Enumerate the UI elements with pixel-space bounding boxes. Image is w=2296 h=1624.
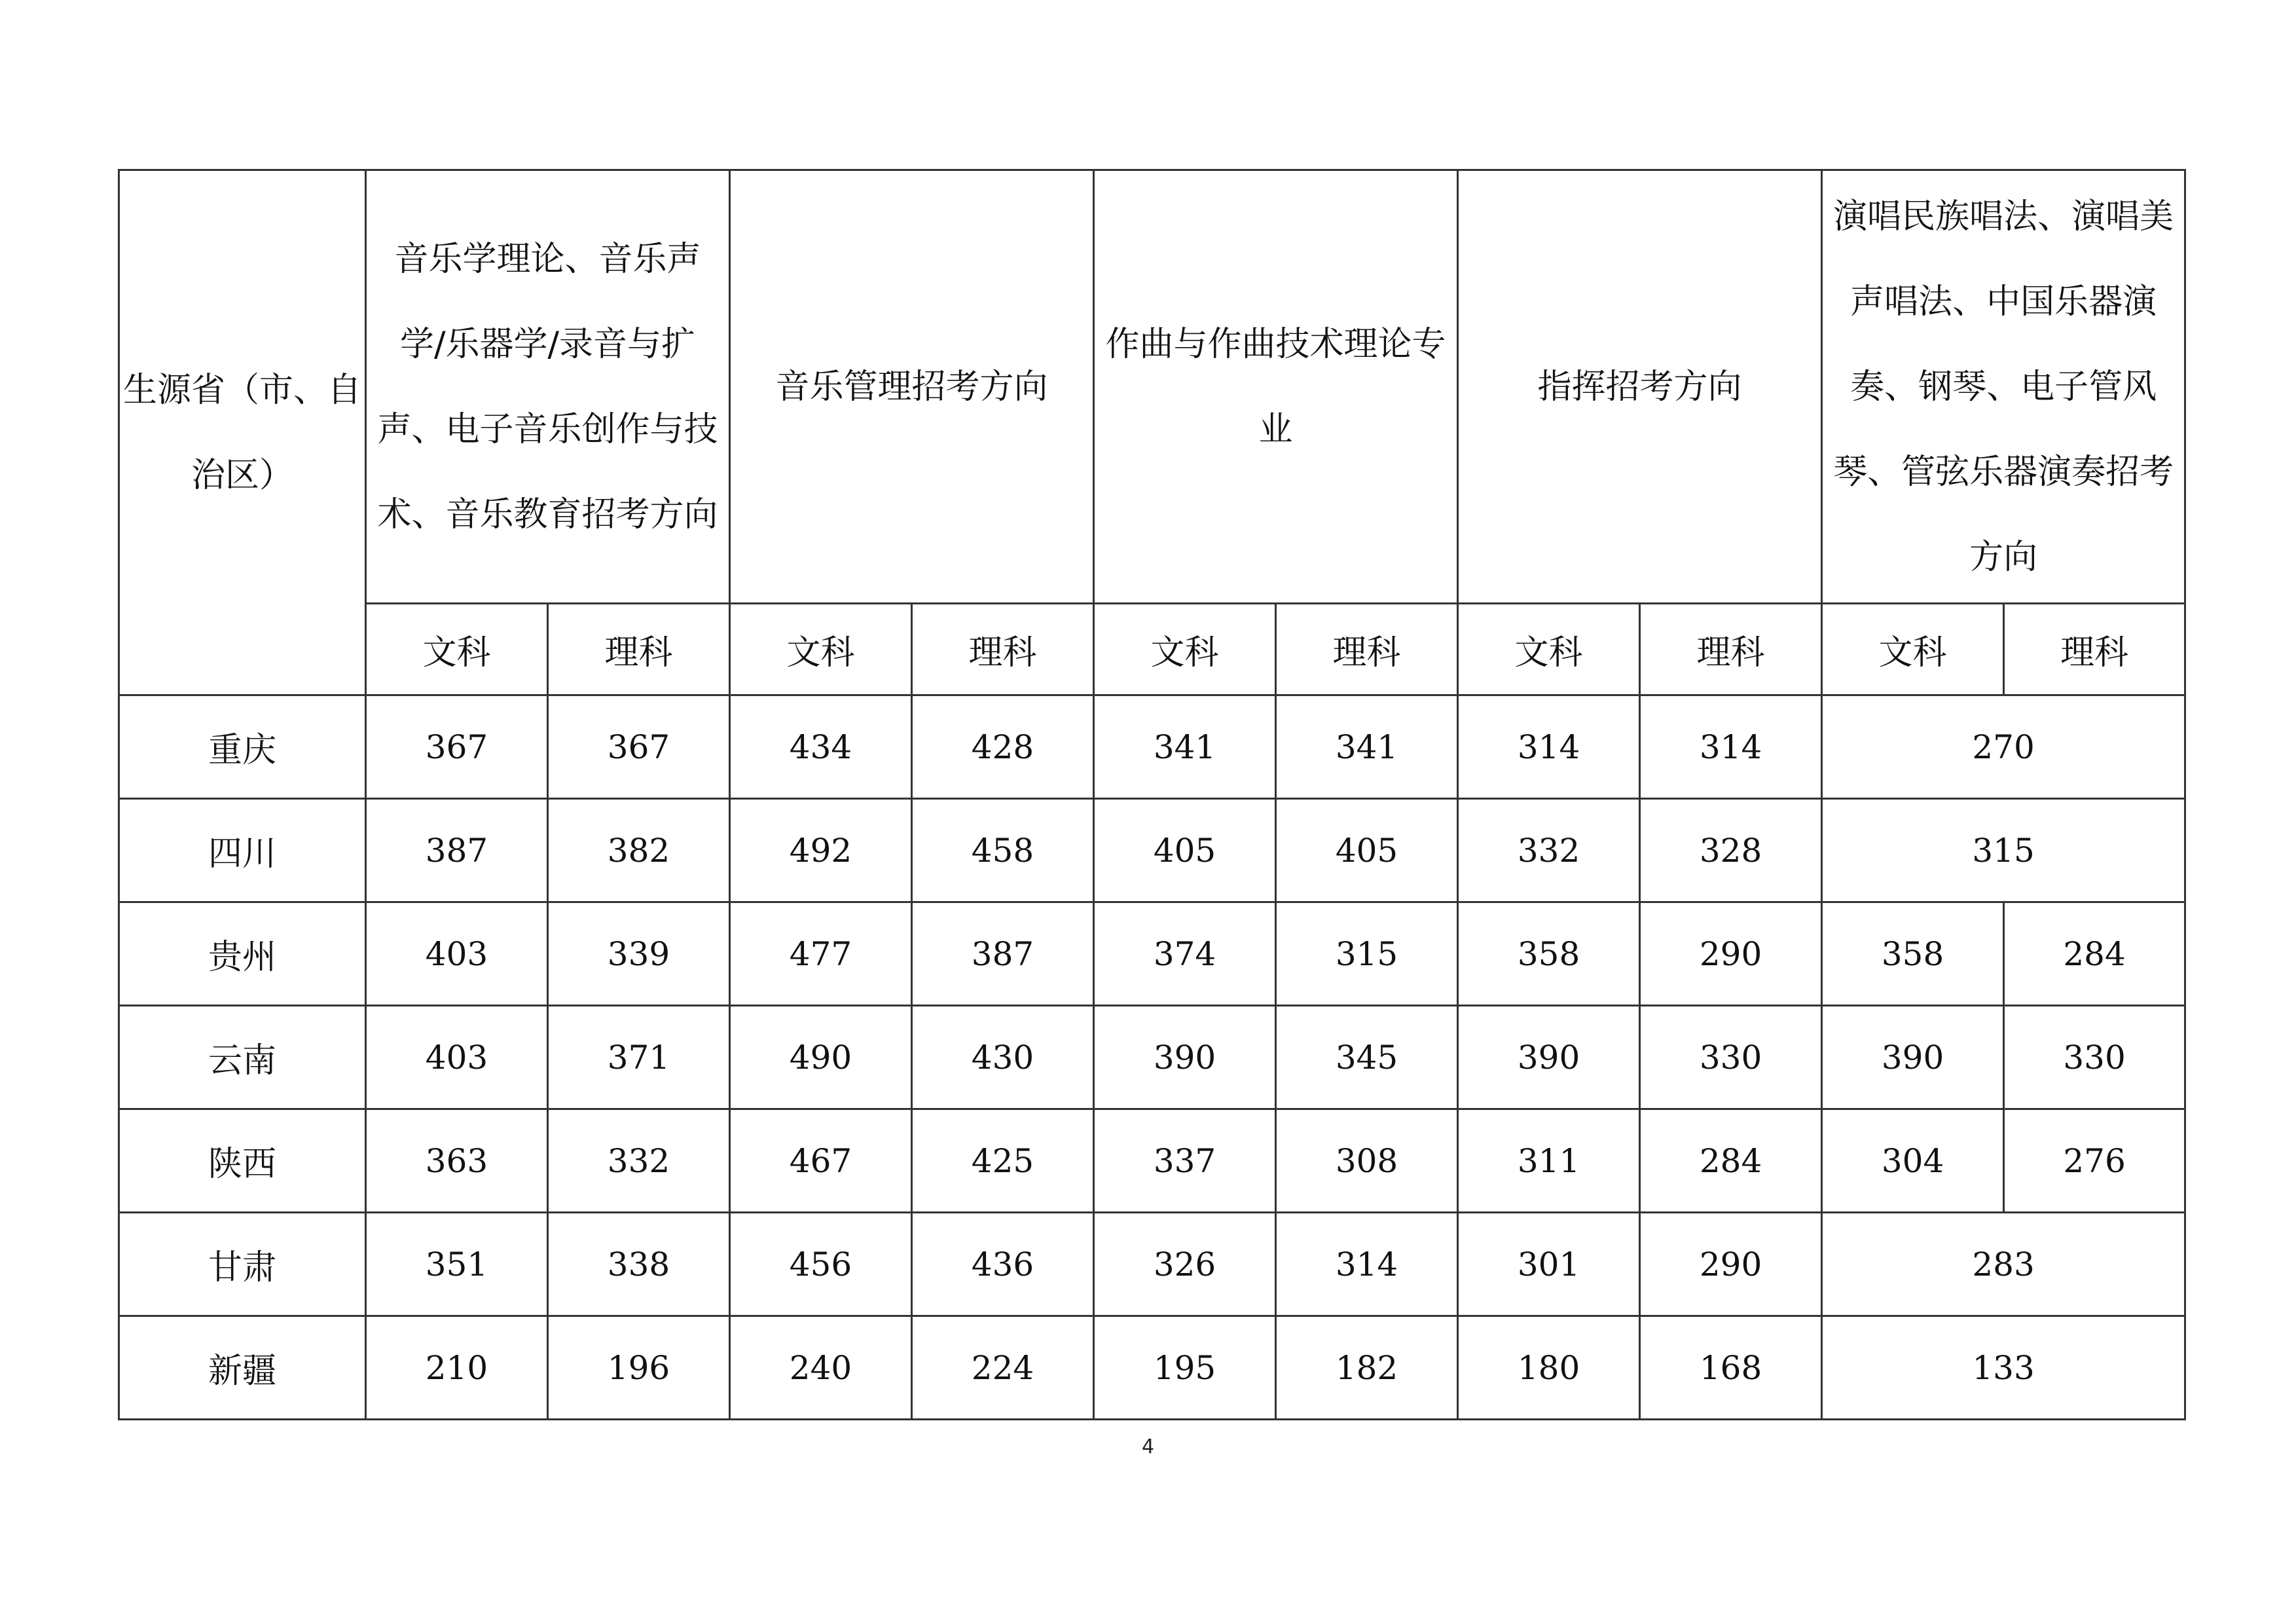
score-cell: 330 bbox=[2004, 1006, 2185, 1109]
score-cell: 367 bbox=[548, 695, 730, 799]
merged-score-cell: 283 bbox=[1822, 1213, 2185, 1316]
score-cell: 458 bbox=[912, 799, 1094, 902]
subheader-wenke: 文科 bbox=[1094, 604, 1276, 695]
score-cell: 477 bbox=[730, 902, 912, 1006]
score-cell: 456 bbox=[730, 1213, 912, 1316]
merged-score-cell: 133 bbox=[1822, 1316, 2185, 1420]
score-cell: 301 bbox=[1458, 1213, 1640, 1316]
score-cell: 290 bbox=[1640, 1213, 1822, 1316]
score-cell: 308 bbox=[1276, 1109, 1458, 1213]
score-cell: 339 bbox=[548, 902, 730, 1006]
score-cell: 428 bbox=[912, 695, 1094, 799]
category-header-row bbox=[119, 170, 2185, 604]
score-cell: 358 bbox=[1822, 902, 2004, 1006]
score-cell: 314 bbox=[1640, 695, 1822, 799]
subheader-like: 理科 bbox=[1640, 604, 1822, 695]
score-cell: 180 bbox=[1458, 1316, 1640, 1420]
score-cell: 168 bbox=[1640, 1316, 1822, 1420]
province-cell: 云南 bbox=[119, 1006, 366, 1109]
province-cell: 新疆 bbox=[119, 1316, 366, 1420]
subheader-wenke: 文科 bbox=[1458, 604, 1640, 695]
score-cell: 387 bbox=[912, 902, 1094, 1006]
subheader-like: 理科 bbox=[1276, 604, 1458, 695]
score-cell: 425 bbox=[912, 1109, 1094, 1213]
score-cell: 467 bbox=[730, 1109, 912, 1213]
category-header-music-theory: 音乐学理论、音乐声学/乐器学/录音与扩声、电子音乐创作与技术、音乐教育招考方向 bbox=[366, 170, 730, 604]
table-row bbox=[119, 1213, 2185, 1316]
score-cell: 492 bbox=[730, 799, 912, 902]
category-header-conducting: 指挥招考方向 bbox=[1458, 170, 1822, 604]
table-row bbox=[119, 1316, 2185, 1420]
province-column-header: 生源省（市、自治区） bbox=[119, 170, 366, 695]
admission-score-table bbox=[118, 169, 2186, 1420]
score-cell: 436 bbox=[912, 1213, 1094, 1316]
score-cell: 390 bbox=[1458, 1006, 1640, 1109]
score-cell: 382 bbox=[548, 799, 730, 902]
score-cell: 371 bbox=[548, 1006, 730, 1109]
subheader-wenke: 文科 bbox=[730, 604, 912, 695]
score-cell: 195 bbox=[1094, 1316, 1276, 1420]
score-cell: 314 bbox=[1458, 695, 1640, 799]
merged-score-cell: 315 bbox=[1822, 799, 2185, 902]
score-cell: 210 bbox=[366, 1316, 548, 1420]
score-cell: 490 bbox=[730, 1006, 912, 1109]
score-cell: 338 bbox=[548, 1213, 730, 1316]
score-cell: 434 bbox=[730, 695, 912, 799]
score-cell: 182 bbox=[1276, 1316, 1458, 1420]
score-cell: 276 bbox=[2004, 1109, 2185, 1213]
score-cell: 430 bbox=[912, 1006, 1094, 1109]
score-cell: 328 bbox=[1640, 799, 1822, 902]
province-cell: 重庆 bbox=[119, 695, 366, 799]
table-row bbox=[119, 1006, 2185, 1109]
score-cell: 403 bbox=[366, 1006, 548, 1109]
province-cell: 四川 bbox=[119, 799, 366, 902]
score-cell: 326 bbox=[1094, 1213, 1276, 1316]
score-cell: 405 bbox=[1094, 799, 1276, 902]
score-cell: 196 bbox=[548, 1316, 730, 1420]
score-cell: 284 bbox=[1640, 1109, 1822, 1213]
province-cell: 陕西 bbox=[119, 1109, 366, 1213]
score-cell: 224 bbox=[912, 1316, 1094, 1420]
province-cell: 贵州 bbox=[119, 902, 366, 1006]
score-cell: 390 bbox=[1094, 1006, 1276, 1109]
score-cell: 304 bbox=[1822, 1109, 2004, 1213]
score-cell: 374 bbox=[1094, 902, 1276, 1006]
table-row bbox=[119, 1109, 2185, 1213]
table-row bbox=[119, 902, 2185, 1006]
page-number: 4 bbox=[1141, 1435, 1155, 1458]
score-cell: 363 bbox=[366, 1109, 548, 1213]
score-cell: 345 bbox=[1276, 1006, 1458, 1109]
score-cell: 337 bbox=[1094, 1109, 1276, 1213]
score-cell: 284 bbox=[2004, 902, 2185, 1006]
score-cell: 358 bbox=[1458, 902, 1640, 1006]
score-cell: 311 bbox=[1458, 1109, 1640, 1213]
score-cell: 341 bbox=[1094, 695, 1276, 799]
score-cell: 330 bbox=[1640, 1006, 1822, 1109]
score-cell: 290 bbox=[1640, 902, 1822, 1006]
score-cell: 341 bbox=[1276, 695, 1458, 799]
subheader-like: 理科 bbox=[912, 604, 1094, 695]
category-header-composition: 作曲与作曲技术理论专业 bbox=[1094, 170, 1458, 604]
score-cell: 403 bbox=[366, 902, 548, 1006]
score-cell: 314 bbox=[1276, 1213, 1458, 1316]
score-cell: 405 bbox=[1276, 799, 1458, 902]
category-header-music-management: 音乐管理招考方向 bbox=[730, 170, 1094, 604]
subheader-wenke: 文科 bbox=[366, 604, 548, 695]
score-cell: 351 bbox=[366, 1213, 548, 1316]
score-cell: 332 bbox=[548, 1109, 730, 1213]
table-row bbox=[119, 799, 2185, 902]
score-cell: 332 bbox=[1458, 799, 1640, 902]
category-header-performance: 演唱民族唱法、演唱美声唱法、中国乐器演奏、钢琴、电子管风琴、管弦乐器演奏招考方向 bbox=[1822, 170, 2185, 604]
table-row bbox=[119, 695, 2185, 799]
province-cell: 甘肃 bbox=[119, 1213, 366, 1316]
subheader-like: 理科 bbox=[548, 604, 730, 695]
score-cell: 240 bbox=[730, 1316, 912, 1420]
score-cell: 387 bbox=[366, 799, 548, 902]
subheader-wenke: 文科 bbox=[1822, 604, 2004, 695]
subheader-row bbox=[119, 604, 2185, 695]
score-cell: 367 bbox=[366, 695, 548, 799]
score-cell: 390 bbox=[1822, 1006, 2004, 1109]
score-cell: 315 bbox=[1276, 902, 1458, 1006]
subheader-like: 理科 bbox=[2004, 604, 2185, 695]
merged-score-cell: 270 bbox=[1822, 695, 2185, 799]
